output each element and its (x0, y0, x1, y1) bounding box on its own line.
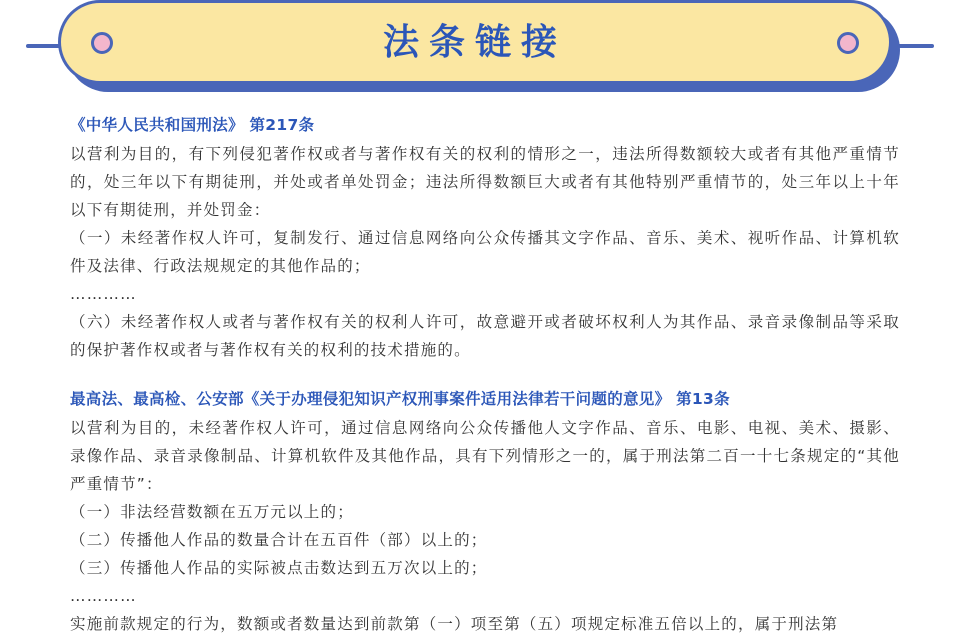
section-banner (58, 0, 892, 84)
paragraph: 实施前款规定的行为，数额或者数量达到前款第（一）项至第（五）项规定标准五倍以上的，属于刑法第 (70, 615, 839, 633)
ellipsis: ………… (70, 587, 137, 605)
paragraph: 以营利为目的，未经著作权人许可，通过信息网络向公众传播他人文字作品、音乐、电影、电视、美术、摄影、录像作品、录音录像制品、计算机软件及其他作品，具有下列情形之一的，属于刑法第二百一十七条规定的“其他严重情节”： (70, 419, 900, 493)
paragraph: （六）未经著作权人或者与著作权有关的权利人许可，故意避开或者破坏权利人为其作品、录音录像制品等采取的保护著作权或者与著作权有关的权利的技术措施的。 (70, 313, 900, 359)
article-content (70, 112, 900, 638)
section-heading: 《中华人民共和国刑法》 第217条 (70, 116, 315, 134)
banner-title: 法条链接 (382, 22, 567, 63)
paragraph: （三）传播他人作品的实际被点击数达到五万次以上的； (70, 559, 488, 577)
law-section-judicial-opinion (70, 386, 900, 638)
ellipsis: ………… (70, 285, 137, 303)
paragraph: （二）传播他人作品的数量合计在五百件（部）以上的； (70, 531, 488, 549)
law-section-criminal-law (70, 112, 900, 364)
paragraph: （一）非法经营数额在五万元以上的； (70, 503, 354, 521)
paragraph: 以营利为目的，有下列侵犯著作权或者与著作权有关的权利的情形之一，违法所得数额较大或者有其他严重情节的，处三年以下有期徒刑，并处或者单处罚金；违法所得数额巨大或者有其他特别严重情节的，处三年以上十年以下有期徒刑，并处罚金： (70, 145, 900, 219)
paragraph: （一）未经著作权人许可，复制发行、通过信息网络向公众传播其文字作品、音乐、美术、视听作品、计算机软件及法律、行政法规规定的其他作品的； (70, 229, 900, 275)
section-heading: 最高法、最高检、公安部《关于办理侵犯知识产权刑事案件适用法律若干问题的意见》 第13条 (70, 390, 730, 408)
banner-right-dot-icon (837, 32, 859, 54)
banner-right-line (894, 44, 934, 48)
